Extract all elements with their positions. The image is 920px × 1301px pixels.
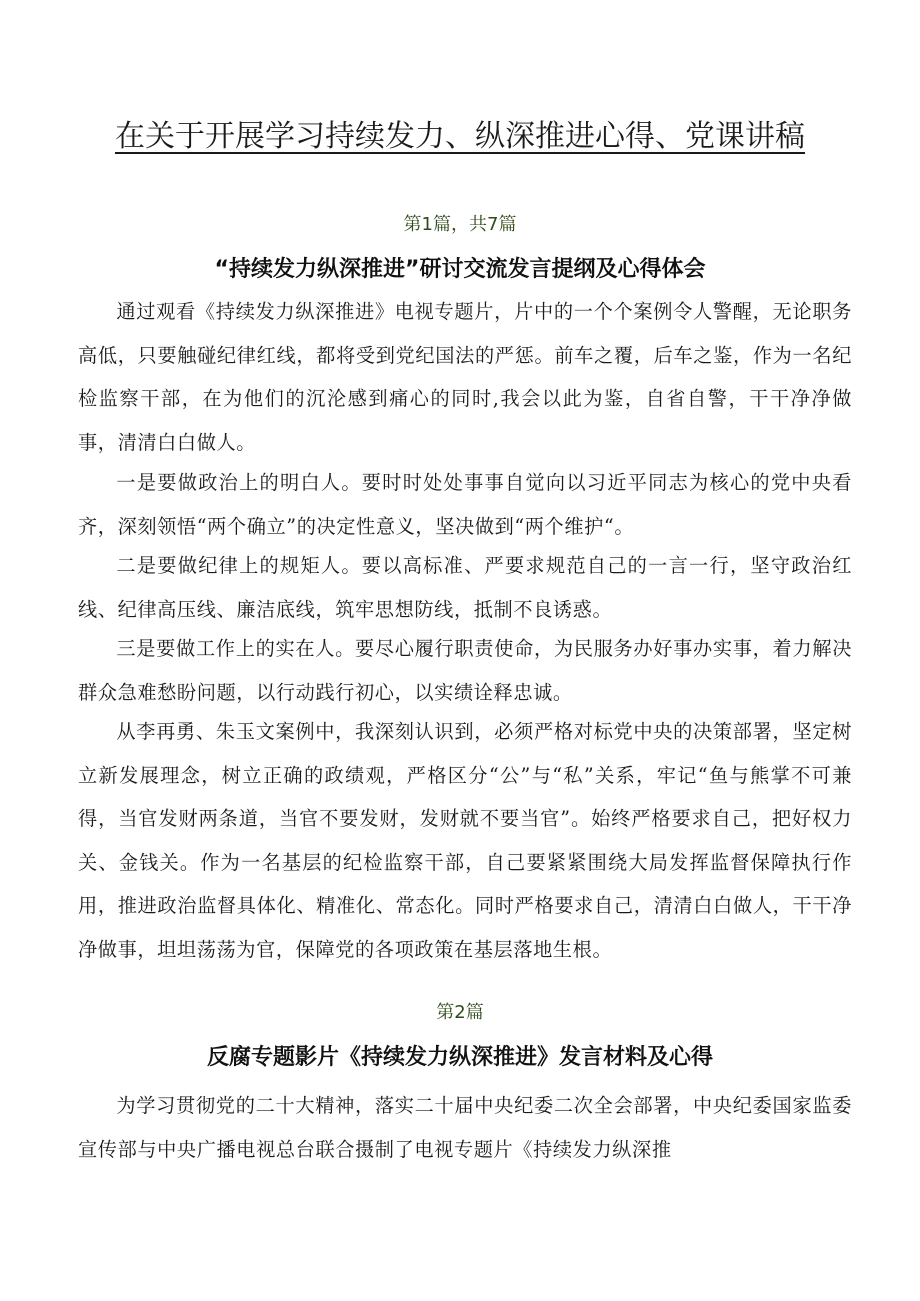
document-title bbox=[0, 112, 920, 162]
section-2-paragraph-1: 为学习贯彻党的二十大精神，落实二十届中央纪委二次全会部署，中央纪委国家监委宣传部与中央广播电视总台联合摄制了电视专题片《持续发力纵深推 bbox=[78, 1094, 852, 1161]
section-1-marker: 第1篇，共7篇 bbox=[403, 214, 517, 235]
section-2-heading: 反腐专题影片《持续发力纵深推进》发言材料及心得 bbox=[206, 1045, 713, 1070]
section-1-paragraph-3: 二是要做纪律上的规矩人。要以高标准、严要求规范自己的一言一行，坚守政治红线、纪律高压线、廉洁底线，筑牢思想防线，抵制不良诱惑。 bbox=[78, 554, 852, 621]
section-1-paragraph-2: 一是要做政治上的明白人。要时时处处事事自觉向以习近平同志为核心的党中央看齐，深刻领悟“两个确立”的决定性意义，坚决做到“两个维护“。 bbox=[78, 471, 852, 538]
section-1-paragraph-1: 通过观看《持续发力纵深推进》电视专题片，片中的一个个案例令人警醒，无论职务高低，只要触碰纪律红线，都将受到党纪国法的严惩。前车之覆，后车之鉴，作为一名纪检监察干部，在为他们的沉沦感到痛心的同时,我会以此为鉴，自省自警，干干净净做事，清清白白做人。 bbox=[78, 300, 852, 454]
section-1-paragraph-5: 从李再勇、朱玉文案例中，我深刻认识到，必须严格对标党中央的决策部署，坚定树立新发展理念，树立正确的政绩观，严格区分“公”与“私”关系，牢记“鱼与熊掌不可兼得，当官发财两条道，当官不要发财，发财就不要当官”。始终严格要求自己，把好权力关、金钱关。作为一名基层的纪检监察干部，自己要紧紧围绕大局发挥监督保障执行作用，推进政治监督具体化、精准化、常态化。同时严格要求自己，清清白白做人，干干净净做事，坦坦荡荡为官，保障党的各项政策在基层落地生根。 bbox=[78, 720, 852, 961]
section-1-paragraph-4: 三是要做工作上的实在人。要尽心履行职责使命，为民服务办好事办实事，着力解决群众急难愁盼问题，以行动践行初心，以实绩诠释忠诚。 bbox=[78, 637, 852, 704]
document-title-text: 在关于开展学习持续发力、纵深推进心得、党课讲稿 bbox=[115, 119, 805, 154]
section-2-marker: 第2篇 bbox=[436, 1002, 484, 1023]
section-1-heading: “持续发力纵深推进”研讨交流发言提纲及心得体会 bbox=[214, 257, 706, 282]
